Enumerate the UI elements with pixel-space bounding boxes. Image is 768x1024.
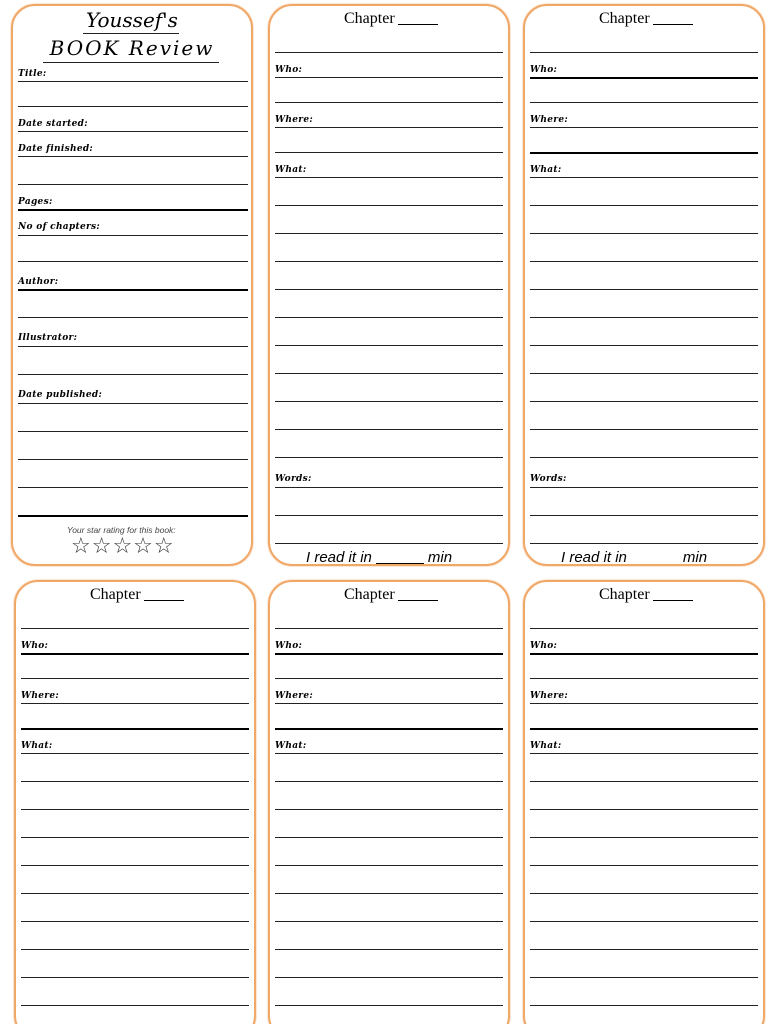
chapter-line[interactable] — [21, 809, 249, 810]
chapter-title-text: Chapter — [599, 10, 650, 27]
chapter-title — [599, 586, 693, 604]
field-line[interactable] — [18, 209, 248, 211]
chapter-line[interactable] — [530, 653, 758, 655]
field-line[interactable] — [18, 81, 248, 82]
chapter-line[interactable] — [275, 893, 503, 894]
chapter-line[interactable] — [275, 233, 503, 234]
chapter-line[interactable] — [275, 678, 503, 679]
chapter-line[interactable] — [21, 1005, 249, 1006]
field-date-started-label: Date started: — [18, 119, 88, 129]
field-title-label: Title: — [18, 69, 47, 79]
chapter-line[interactable] — [530, 77, 758, 79]
where-label: Where: — [530, 115, 568, 125]
chapter-line[interactable] — [530, 703, 758, 704]
who-label: Who: — [530, 641, 558, 651]
chapter-line[interactable] — [21, 781, 249, 782]
chapter-title — [344, 586, 438, 604]
chapter-card — [14, 580, 256, 1024]
chapter-line[interactable] — [275, 102, 503, 103]
chapter-line[interactable] — [530, 728, 758, 730]
title-rule — [43, 62, 219, 63]
field-chapters-label: No of chapters: — [18, 222, 101, 232]
field-illustrator-label: Illustrator: — [18, 333, 78, 343]
chapter-line[interactable] — [530, 429, 758, 430]
chapter-line[interactable] — [275, 289, 503, 290]
chapter-line[interactable] — [21, 728, 249, 730]
who-label: Who: — [275, 641, 303, 651]
chapter-line[interactable] — [530, 753, 758, 754]
chapter-card — [523, 4, 765, 566]
chapter-line[interactable] — [21, 678, 249, 679]
chapter-line[interactable] — [275, 628, 503, 629]
chapter-line[interactable] — [275, 753, 503, 754]
chapter-line[interactable] — [530, 921, 758, 922]
field-line[interactable] — [18, 131, 248, 132]
read-minutes-blank[interactable] — [376, 550, 424, 564]
what-label: What: — [530, 165, 562, 175]
chapter-card — [268, 4, 510, 566]
read-suffix: min — [682, 549, 708, 566]
read-suffix: min — [427, 549, 453, 566]
chapter-line[interactable] — [275, 457, 503, 458]
chapter-line[interactable] — [530, 457, 758, 458]
chapter-line[interactable] — [275, 77, 503, 78]
chapter-line[interactable] — [530, 152, 758, 154]
chapter-line[interactable] — [530, 52, 758, 53]
field-line[interactable] — [18, 184, 248, 185]
read-prefix: I read it in — [306, 549, 372, 566]
chapter-card — [523, 580, 765, 1024]
chapter-line[interactable] — [21, 753, 249, 754]
field-line[interactable] — [18, 235, 248, 236]
who-label: Who: — [21, 641, 49, 651]
chapter-line[interactable] — [21, 977, 249, 978]
chapter-line[interactable] — [530, 893, 758, 894]
chapter-line[interactable] — [530, 837, 758, 838]
chapter-line[interactable] — [530, 977, 758, 978]
chapter-line[interactable] — [530, 345, 758, 346]
chapter-line[interactable] — [21, 653, 249, 655]
review-title-main: BOOK Review — [49, 36, 215, 60]
chapter-line[interactable] — [530, 678, 758, 679]
chapter-line[interactable] — [275, 401, 503, 402]
chapter-line[interactable] — [275, 728, 503, 730]
chapter-line[interactable] — [21, 837, 249, 838]
chapter-line[interactable] — [275, 373, 503, 374]
star-rating-label: Your star rating for this book: — [67, 525, 176, 535]
field-line[interactable] — [18, 261, 248, 262]
words-label: Words: — [530, 474, 567, 484]
chapter-line[interactable] — [530, 127, 758, 128]
field-line[interactable] — [18, 487, 248, 488]
field-line[interactable] — [18, 346, 248, 347]
where-label: Where: — [275, 691, 313, 701]
chapter-line[interactable] — [530, 102, 758, 103]
chapter-line[interactable] — [530, 543, 758, 544]
chapter-line[interactable] — [275, 703, 503, 704]
chapter-line[interactable] — [530, 289, 758, 290]
read-time-line — [306, 549, 452, 567]
chapter-title-text: Chapter — [599, 586, 650, 603]
chapter-line[interactable] — [530, 809, 758, 810]
chapter-line[interactable] — [275, 865, 503, 866]
field-pages-label: Pages: — [18, 197, 53, 207]
chapter-line[interactable] — [275, 949, 503, 950]
review-title-owner: Youssef's — [86, 8, 178, 32]
field-author-label: Author: — [18, 277, 59, 287]
field-date-published-label: Date published: — [18, 390, 103, 400]
chapter-line[interactable] — [21, 628, 249, 629]
chapter-line[interactable] — [21, 893, 249, 894]
field-line[interactable] — [18, 374, 248, 375]
chapter-line[interactable] — [275, 177, 503, 178]
field-date-finished-label: Date finished: — [18, 144, 94, 154]
who-label: Who: — [530, 65, 558, 75]
chapter-line[interactable] — [275, 809, 503, 810]
title-rule — [83, 33, 179, 34]
book-review-card — [11, 4, 253, 566]
where-label: Where: — [21, 691, 59, 701]
chapter-title-text: Chapter — [90, 586, 141, 603]
field-line[interactable] — [18, 431, 248, 432]
chapter-line[interactable] — [21, 865, 249, 866]
chapter-line[interactable] — [530, 487, 758, 488]
field-line[interactable] — [18, 459, 248, 460]
read-prefix: I read it in — [561, 549, 627, 566]
chapter-line[interactable] — [21, 703, 249, 704]
chapter-line[interactable] — [530, 628, 758, 629]
chapter-line[interactable] — [275, 152, 503, 153]
chapter-line[interactable] — [530, 233, 758, 234]
what-label: What: — [530, 741, 562, 751]
chapter-line[interactable] — [275, 127, 503, 128]
chapter-title — [344, 10, 438, 28]
chapter-line[interactable] — [275, 653, 503, 655]
chapter-line[interactable] — [275, 317, 503, 318]
field-line[interactable] — [18, 515, 248, 517]
chapter-line[interactable] — [530, 1005, 758, 1006]
chapter-line[interactable] — [275, 837, 503, 838]
chapter-line[interactable] — [275, 515, 503, 516]
chapter-number-blank[interactable] — [653, 11, 693, 25]
chapter-line[interactable] — [530, 205, 758, 206]
chapter-line[interactable] — [530, 317, 758, 318]
what-label: What: — [275, 165, 307, 175]
chapter-line[interactable] — [275, 205, 503, 206]
chapter-title — [599, 10, 693, 28]
chapter-line[interactable] — [530, 373, 758, 374]
field-line[interactable] — [18, 106, 248, 107]
what-label: What: — [275, 741, 307, 751]
chapter-number-blank[interactable] — [398, 11, 438, 25]
chapter-line[interactable] — [530, 177, 758, 178]
chapter-title-text: Chapter — [344, 10, 395, 27]
where-label: Where: — [275, 115, 313, 125]
chapter-line[interactable] — [530, 865, 758, 866]
chapter-number-blank[interactable] — [653, 587, 693, 601]
chapter-line[interactable] — [275, 52, 503, 53]
chapter-line[interactable] — [275, 345, 503, 346]
field-line[interactable] — [18, 156, 248, 157]
chapter-line[interactable] — [275, 781, 503, 782]
chapter-line[interactable] — [21, 949, 249, 950]
star-rating-icons[interactable]: ☆☆☆☆☆ — [71, 534, 175, 559]
chapter-line[interactable] — [275, 487, 503, 488]
who-label: Who: — [275, 65, 303, 75]
chapter-card — [268, 580, 510, 1024]
chapter-line[interactable] — [275, 543, 503, 544]
chapter-line[interactable] — [275, 977, 503, 978]
chapter-line[interactable] — [530, 781, 758, 782]
what-label: What: — [21, 741, 53, 751]
where-label: Where: — [530, 691, 568, 701]
chapter-line[interactable] — [275, 1005, 503, 1006]
chapter-line[interactable] — [530, 401, 758, 402]
chapter-title — [90, 586, 184, 604]
chapter-line[interactable] — [275, 429, 503, 430]
chapter-title-text: Chapter — [344, 586, 395, 603]
chapter-line[interactable] — [530, 261, 758, 262]
chapter-number-blank[interactable] — [144, 587, 184, 601]
read-time-line — [561, 549, 707, 567]
chapter-line[interactable] — [275, 921, 503, 922]
field-line[interactable] — [18, 317, 248, 318]
chapter-line[interactable] — [530, 949, 758, 950]
words-label: Words: — [275, 474, 312, 484]
chapter-number-blank[interactable] — [398, 587, 438, 601]
chapter-line[interactable] — [530, 515, 758, 516]
chapter-line[interactable] — [21, 921, 249, 922]
field-line[interactable] — [18, 403, 248, 404]
field-line[interactable] — [18, 289, 248, 291]
chapter-line[interactable] — [275, 261, 503, 262]
